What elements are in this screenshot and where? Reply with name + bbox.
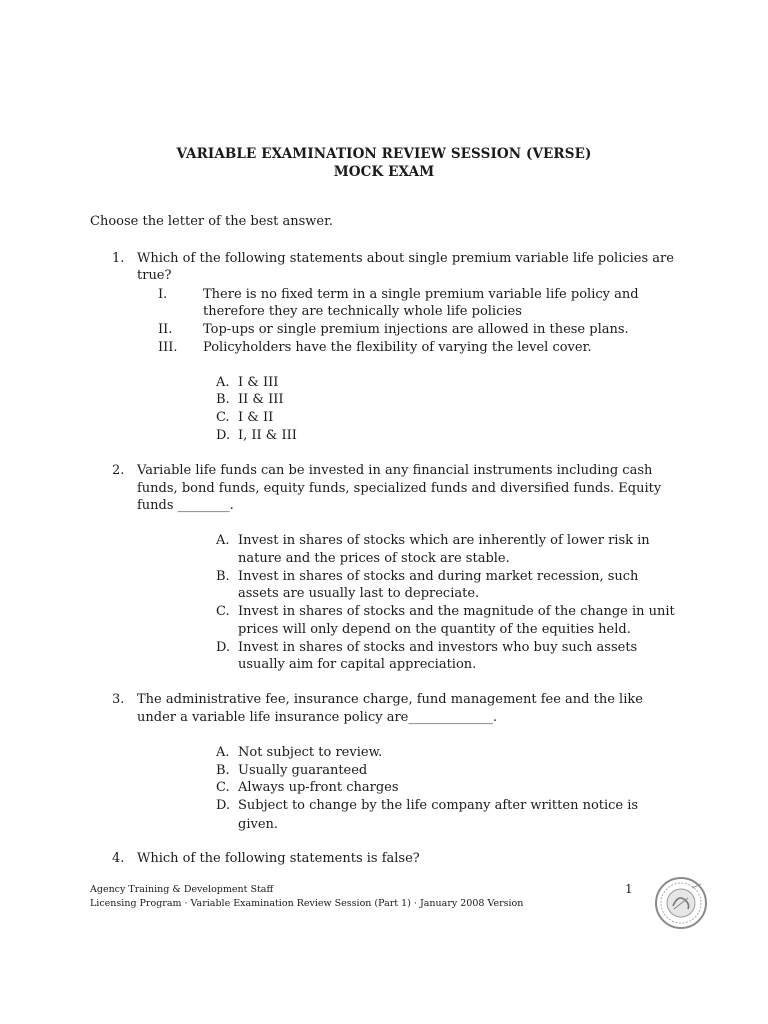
option-text: assets are usually last to depreciate. <box>238 586 480 601</box>
page-number: 1 <box>625 882 633 896</box>
footer-program: Licensing Program · Variable Examination Review Session (Part 1) · January 2008 Version <box>90 898 524 909</box>
option-text: II & III <box>238 392 284 407</box>
company-seal-icon <box>654 876 708 930</box>
page-subtitle: MOCK EXAM <box>333 164 435 180</box>
option-text: I, II & III <box>238 428 297 443</box>
option-text: Subject to change by the life company after written notice is <box>238 798 639 813</box>
statement-text: Policyholders have the flexibility of varying the level cover. <box>203 340 592 355</box>
option-text: Invest in shares of stocks and investors who buy such assets <box>238 640 638 655</box>
question-number: 4. <box>112 851 125 866</box>
question-text: true? <box>137 268 172 283</box>
statement-numeral: II. <box>158 322 173 337</box>
option-text: I & II <box>238 410 274 425</box>
option-text: nature and the prices of stock are stable. <box>238 551 510 566</box>
statement-text: Top-ups or single premium injections are allowed in these plans. <box>203 322 629 337</box>
question-text: under a variable life insurance policy are_____________. <box>137 710 497 725</box>
question-number: 3. <box>112 692 125 707</box>
statement-numeral: I. <box>158 287 168 302</box>
question-text: funds, bond funds, equity funds, specialized funds and diversified funds. Equity <box>137 481 662 496</box>
option-letter: D. <box>216 428 231 443</box>
question-text: Which of the following statements is false? <box>137 851 420 866</box>
option-letter: D. <box>216 798 231 813</box>
statement-text: therefore they are technically whole life policies <box>203 304 522 319</box>
page-title: VARIABLE EXAMINATION REVIEW SESSION (VERSE) <box>176 146 592 162</box>
option-text: Invest in shares of stocks and the magnitude of the change in unit <box>238 604 675 619</box>
option-text: Not subject to review. <box>238 745 383 760</box>
statement-text: There is no fixed term in a single premium variable life policy and <box>203 287 639 302</box>
option-letter: B. <box>216 569 230 584</box>
option-letter: C. <box>216 410 230 425</box>
option-letter: C. <box>216 604 230 619</box>
option-text: Always up-front charges <box>238 780 399 795</box>
question-text: Variable life funds can be invested in any financial instruments including cash <box>137 463 653 478</box>
option-text: prices will only depend on the quantity of the equities held. <box>238 622 631 637</box>
option-text: I & III <box>238 375 279 390</box>
footer-staff: Agency Training & Development Staff <box>90 884 274 895</box>
option-text: Usually guaranteed <box>238 763 368 778</box>
question-text: funds ________. <box>137 498 234 513</box>
option-letter: A. <box>216 375 230 390</box>
option-letter: B. <box>216 763 230 778</box>
question-text: Which of the following statements about single premium variable life policies are <box>137 251 674 266</box>
option-letter: B. <box>216 392 230 407</box>
option-letter: A. <box>216 745 230 760</box>
option-text: usually aim for capital appreciation. <box>238 657 477 672</box>
question-number: 1. <box>112 251 125 266</box>
question-number: 2. <box>112 463 125 478</box>
statement-numeral: III. <box>158 340 178 355</box>
option-text: Invest in shares of stocks and during market recession, such <box>238 569 639 584</box>
option-letter: D. <box>216 640 231 655</box>
option-text: given. <box>238 817 279 832</box>
option-letter: A. <box>216 533 230 548</box>
option-letter: C. <box>216 780 230 795</box>
question-text: The administrative fee, insurance charge, fund management fee and the like <box>137 692 643 707</box>
instructions: Choose the letter of the best answer. <box>90 214 334 229</box>
option-text: Invest in shares of stocks which are inherently of lower risk in <box>238 533 650 548</box>
